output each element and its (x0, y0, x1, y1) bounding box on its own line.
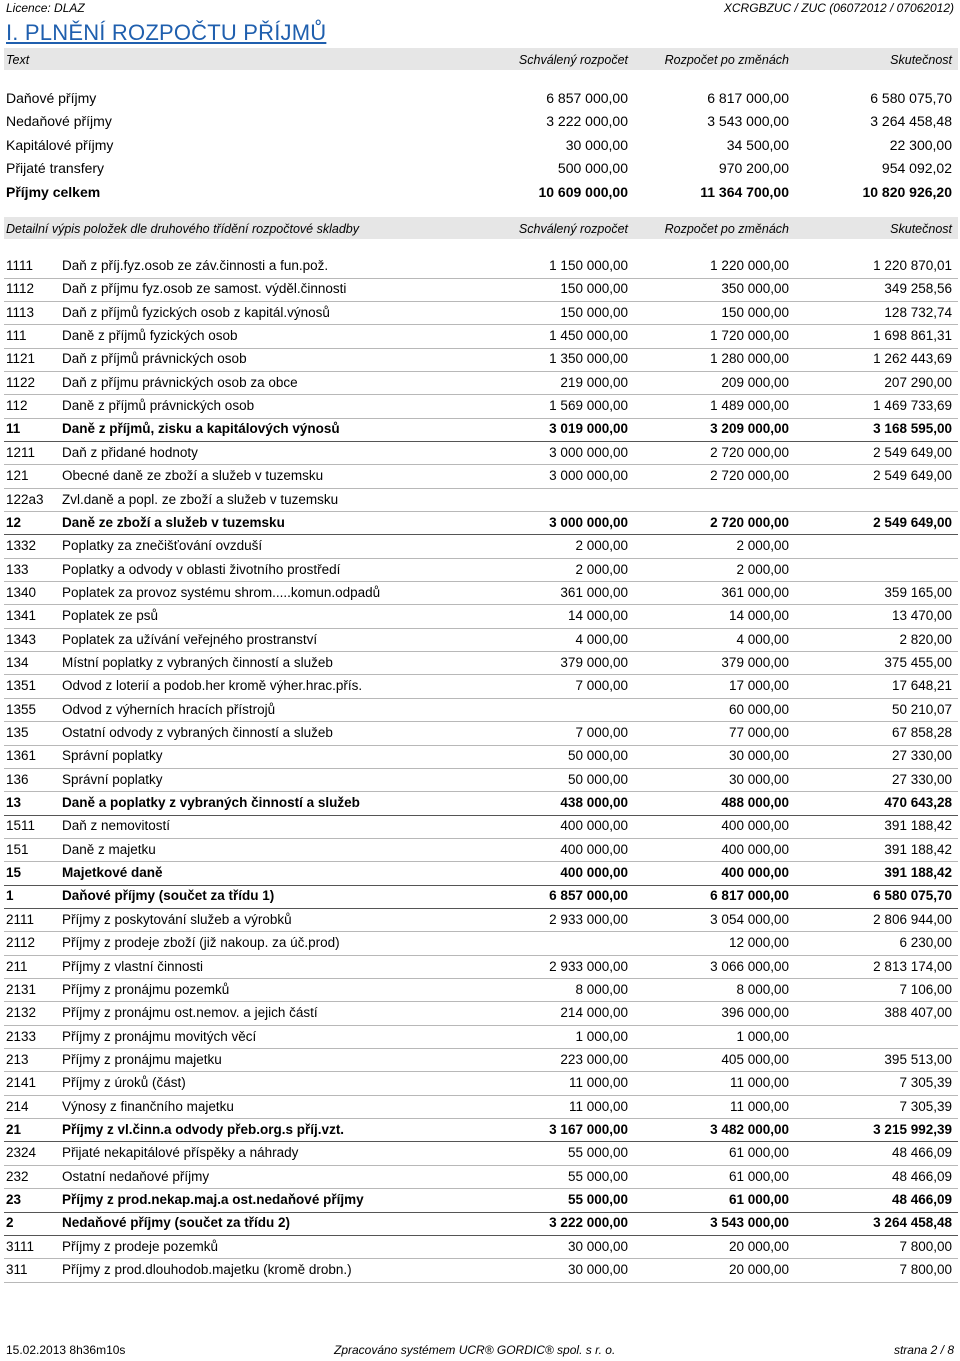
item-skutecnost: 7 106,00 (899, 981, 952, 997)
item-schvaleny: 400 000,00 (560, 865, 628, 881)
item-code: 1341 (6, 608, 37, 624)
table-row (4, 582, 958, 606)
item-po-zmenach: 2 720 000,00 (710, 444, 789, 460)
item-code: 1121 (6, 351, 36, 367)
summary-label: Daňové příjmy (6, 90, 97, 106)
item-schvaleny: 223 000,00 (560, 1051, 628, 1067)
item-code: 15 (6, 865, 22, 881)
footer-page: strana 2 / 8 (893, 1343, 954, 1357)
item-code: 1343 (6, 631, 37, 647)
col-header-po-zmenach: Rozpočet po změnách (664, 53, 789, 67)
table-row (4, 1189, 958, 1213)
item-skutecnost: 27 330,00 (891, 771, 952, 787)
item-skutecnost: 2 549 649,00 (873, 468, 952, 484)
table-row (4, 512, 958, 536)
item-po-zmenach: 3 209 000,00 (710, 421, 789, 437)
item-po-zmenach: 8 000,00 (736, 981, 789, 997)
item-name: Daň z příjmu fyz.osob ze samost. výděl.činnosti (62, 281, 347, 297)
item-code: 2 (6, 1215, 14, 1231)
item-po-zmenach: 4 000,00 (736, 631, 789, 647)
item-po-zmenach: 6 817 000,00 (710, 888, 789, 904)
item-skutecnost: 67 858,28 (891, 725, 952, 740)
item-po-zmenach: 350 000,00 (721, 281, 789, 297)
item-schvaleny: 3 000 000,00 (549, 468, 628, 484)
table-row (4, 675, 958, 699)
item-po-zmenach: 61 000,00 (728, 1168, 789, 1184)
item-schvaleny: 3 167 000,00 (549, 1121, 628, 1137)
item-code: 136 (6, 771, 29, 787)
item-skutecnost: 6 230,00 (899, 935, 952, 951)
summary-row (4, 181, 958, 204)
item-code: 2133 (6, 1028, 37, 1044)
item-skutecnost: 1 469 733,69 (873, 398, 952, 414)
item-po-zmenach: 60 000,00 (728, 701, 789, 717)
table-row (4, 769, 958, 793)
table-row (4, 605, 958, 629)
table-row (4, 535, 958, 559)
item-po-zmenach: 3 054 000,00 (710, 911, 789, 927)
item-code: 2141 (6, 1075, 37, 1091)
item-name: Daň z nemovitostí (62, 818, 171, 834)
item-po-zmenach: 400 000,00 (721, 865, 789, 881)
item-code: 121 (6, 468, 29, 484)
col-header-schvaleny: Schválený rozpočet (518, 53, 628, 67)
summary-label: Nedaňové příjmy (6, 113, 112, 130)
item-po-zmenach: 1 489 000,00 (710, 398, 789, 414)
item-skutecnost: 27 330,00 (891, 748, 952, 764)
item-code: 1340 (6, 584, 37, 600)
table-row (4, 722, 958, 746)
item-skutecnost: 48 466,09 (891, 1168, 952, 1184)
item-schvaleny: 1 450 000,00 (549, 328, 628, 344)
item-code: 232 (6, 1168, 29, 1184)
summary-schvaleny: 3 222 000,00 (546, 113, 628, 130)
item-schvaleny: 214 000,00 (560, 1005, 628, 1021)
table-row (4, 1096, 958, 1120)
summary-po-zmenach: 3 543 000,00 (707, 113, 789, 130)
item-skutecnost: 3 168 595,00 (873, 421, 952, 437)
item-name: Příjmy z prod.dlouhodob.majetku (kromě drobn.) (62, 1262, 352, 1278)
table-row (4, 325, 958, 349)
table-row (4, 652, 958, 676)
detail-header-schvaleny: Schválený rozpočet (518, 222, 628, 236)
item-skutecnost: 1 262 443,69 (873, 351, 952, 367)
summary-po-zmenach: 11 364 700,00 (700, 183, 789, 200)
item-schvaleny: 6 857 000,00 (549, 888, 628, 904)
item-name: Správní poplatky (62, 748, 163, 764)
summary-skutecnost: 10 820 926,20 (862, 183, 952, 200)
item-schvaleny: 14 000,00 (567, 608, 628, 624)
table-row (4, 465, 958, 489)
item-po-zmenach: 150 000,00 (721, 304, 789, 320)
item-po-zmenach: 400 000,00 (721, 841, 789, 857)
item-code: 13 (6, 795, 22, 811)
item-skutecnost: 349 258,56 (884, 281, 952, 297)
item-schvaleny: 50 000,00 (567, 748, 628, 764)
summary-skutecnost: 3 264 458,48 (870, 113, 952, 130)
item-schvaleny: 2 933 000,00 (549, 911, 628, 927)
item-code: 2112 (6, 935, 36, 951)
item-po-zmenach: 11 000,00 (729, 1075, 789, 1091)
summary-row (4, 110, 958, 133)
summary-skutecnost: 954 092,02 (881, 160, 952, 177)
item-name: Majetkové daně (62, 865, 163, 881)
item-name: Poplatky a odvody v oblasti životního prostředí (62, 561, 341, 577)
item-code: 1112 (6, 281, 35, 297)
summary-schvaleny: 30 000,00 (565, 136, 628, 153)
item-po-zmenach: 400 000,00 (721, 818, 789, 834)
item-skutecnost: 128 732,74 (884, 304, 952, 320)
table-row (4, 745, 958, 769)
item-name: Zvl.daně a popl. ze zboží a služeb v tuzemsku (62, 491, 339, 507)
col-header-skutecnost: Skutečnost (890, 53, 952, 67)
item-name: Příjmy z prod.nekap.maj.a ost.nedaňové příjmy (62, 1192, 364, 1207)
item-schvaleny: 30 000,00 (567, 1238, 628, 1254)
item-name: Poplatky za znečišťování ovzduší (62, 538, 263, 554)
item-schvaleny: 30 000,00 (567, 1262, 628, 1278)
table-row (4, 348, 958, 372)
table-row (4, 815, 958, 839)
table-row (4, 956, 958, 980)
item-po-zmenach: 61 000,00 (728, 1192, 789, 1207)
item-code: 1361 (6, 748, 37, 764)
item-skutecnost: 7 800,00 (899, 1238, 952, 1254)
item-po-zmenach: 3 482 000,00 (710, 1121, 789, 1137)
table-row (4, 372, 958, 396)
item-code: 1211 (6, 444, 36, 460)
item-po-zmenach: 361 000,00 (721, 584, 789, 600)
item-skutecnost: 391 188,42 (884, 818, 952, 834)
item-skutecnost: 388 407,00 (884, 1005, 952, 1021)
item-code: 1351 (6, 678, 37, 694)
item-schvaleny: 438 000,00 (560, 795, 628, 811)
item-po-zmenach: 1 280 000,00 (710, 351, 789, 367)
table-row (4, 979, 958, 1003)
item-po-zmenach: 61 000,00 (728, 1145, 789, 1161)
summary-label: Přijaté transfery (6, 160, 105, 177)
item-code: 2131 (6, 981, 37, 997)
footer-system: Zpracováno systémem UCR® GORDIC® spol. s r. o. (334, 1343, 616, 1357)
table-row (4, 442, 958, 466)
item-name: Výnosy z finančního majetku (62, 1098, 234, 1114)
item-code: 1113 (6, 304, 35, 320)
table-row (4, 1142, 958, 1166)
table-row (4, 1212, 958, 1236)
item-name: Příjmy z vlastní činnosti (62, 958, 204, 974)
item-skutecnost: 395 513,00 (884, 1051, 952, 1067)
table-row (4, 1026, 958, 1050)
item-schvaleny: 1 000,00 (575, 1028, 628, 1044)
table-row (4, 1002, 958, 1026)
item-schvaleny: 7 000,00 (575, 678, 628, 694)
item-skutecnost: 48 466,09 (891, 1145, 952, 1161)
item-code: 133 (6, 561, 29, 577)
item-po-zmenach: 14 000,00 (728, 608, 789, 624)
item-code: 3111 (6, 1238, 35, 1254)
item-name: Daň z přidané hodnoty (62, 444, 198, 460)
table-row (4, 1259, 958, 1283)
item-code: 1355 (6, 701, 37, 717)
item-skutecnost: 50 210,07 (891, 701, 952, 717)
item-po-zmenach: 11 000,00 (729, 1098, 789, 1114)
item-skutecnost: 7 305,39 (899, 1075, 952, 1091)
item-po-zmenach: 30 000,00 (728, 748, 789, 764)
item-schvaleny: 3 222 000,00 (549, 1215, 628, 1231)
item-skutecnost: 2 820,00 (899, 631, 952, 647)
item-code: 21 (6, 1121, 22, 1137)
item-skutecnost: 391 188,42 (884, 865, 952, 881)
summary-po-zmenach: 6 817 000,00 (707, 90, 789, 106)
item-code: 2111 (6, 911, 35, 927)
detail-header-skutecnost: Skutečnost (890, 222, 952, 236)
item-skutecnost: 17 648,21 (891, 678, 952, 694)
item-name: Nedaňové příjmy (součet za třídu 2) (62, 1215, 291, 1231)
item-schvaleny: 55 000,00 (567, 1192, 628, 1207)
item-skutecnost: 359 165,00 (884, 584, 952, 600)
item-schvaleny: 1 350 000,00 (549, 351, 628, 367)
item-schvaleny: 150 000,00 (560, 304, 628, 320)
item-po-zmenach: 379 000,00 (721, 654, 789, 670)
item-name: Příjmy z vl.činn.a odvody přeb.org.s příj.vzt. (62, 1121, 345, 1137)
item-name: Příjmy z pronájmu movitých věcí (62, 1028, 257, 1044)
item-skutecnost: 391 188,42 (884, 841, 952, 857)
item-code: 311 (6, 1262, 28, 1278)
item-name: Daně z majetku (62, 841, 156, 857)
item-skutecnost: 48 466,09 (891, 1192, 952, 1207)
item-po-zmenach: 1 220 000,00 (710, 258, 789, 273)
item-po-zmenach: 2 720 000,00 (710, 468, 789, 484)
table-row (4, 395, 958, 419)
table-row (4, 418, 958, 442)
item-name: Daně a poplatky z vybraných činností a služeb (62, 795, 360, 811)
item-name: Příjmy z pronájmu majetku (62, 1051, 222, 1067)
item-code: 11 (6, 421, 21, 437)
item-schvaleny: 50 000,00 (567, 771, 628, 787)
item-code: 122a3 (6, 491, 44, 507)
item-po-zmenach: 2 000,00 (736, 561, 789, 577)
item-name: Daň z příj.fyz.osob ze záv.činnosti a fun.pož. (62, 258, 329, 273)
table-row (4, 839, 958, 863)
item-skutecnost: 3 215 992,39 (873, 1121, 952, 1137)
summary-po-zmenach: 34 500,00 (726, 136, 789, 153)
item-skutecnost: 7 800,00 (899, 1262, 952, 1278)
item-schvaleny: 11 000,00 (568, 1098, 628, 1114)
item-po-zmenach: 30 000,00 (728, 771, 789, 787)
item-name: Ostatní nedaňové příjmy (62, 1168, 210, 1184)
item-code: 134 (6, 654, 29, 670)
item-code: 1332 (6, 538, 37, 554)
top-info-bar (6, 1, 954, 15)
item-skutecnost: 7 305,39 (899, 1098, 952, 1114)
item-code: 2324 (6, 1145, 37, 1161)
item-name: Daně z příjmů právnických osob (62, 398, 255, 414)
table-row (4, 1049, 958, 1073)
item-code: 211 (6, 958, 28, 974)
summary-label: Kapitálové příjmy (6, 136, 114, 153)
item-schvaleny: 2 000,00 (575, 561, 628, 577)
item-skutecnost: 207 290,00 (884, 374, 952, 390)
item-code: 111 (6, 328, 27, 344)
item-name: Správní poplatky (62, 771, 163, 787)
item-po-zmenach: 209 000,00 (721, 374, 789, 390)
detail-header-po-zmenach: Rozpočet po změnách (664, 222, 789, 236)
item-skutecnost: 6 580 075,70 (873, 888, 952, 904)
item-code: 1122 (6, 374, 36, 390)
licence-label: Licence: DLAZ (6, 1, 85, 15)
item-name: Daně ze zboží a služeb v tuzemsku (62, 514, 285, 530)
item-skutecnost: 2 806 944,00 (873, 911, 952, 927)
report-id: XCRGBZUC / ZUC (06072012 / 07062012) (723, 1, 954, 15)
item-name: Daň z příjmu právnických osob za obce (62, 374, 298, 390)
item-schvaleny: 3 000 000,00 (549, 514, 628, 530)
item-schvaleny: 3 000 000,00 (549, 444, 628, 460)
item-skutecnost: 3 264 458,48 (873, 1215, 952, 1231)
item-po-zmenach: 77 000,00 (728, 725, 789, 740)
item-name: Odvod z loterií a podob.her kromě výher.hrac.přís. (62, 678, 363, 694)
item-name: Příjmy z pronájmu pozemků (62, 981, 230, 997)
summary-schvaleny: 6 857 000,00 (546, 90, 628, 106)
summary-skutecnost: 22 300,00 (889, 136, 952, 153)
item-schvaleny: 4 000,00 (575, 631, 628, 647)
footer-timestamp: 15.02.2013 8h36m10s (6, 1343, 126, 1357)
item-skutecnost: 2 813 174,00 (873, 958, 952, 974)
item-name: Poplatek za užívání veřejného prostranství (62, 631, 318, 647)
table-row (4, 909, 958, 933)
summary-schvaleny: 10 609 000,00 (538, 183, 628, 200)
item-code: 23 (6, 1192, 22, 1207)
item-schvaleny: 11 000,00 (568, 1075, 628, 1091)
item-schvaleny: 150 000,00 (560, 281, 628, 297)
table-row (4, 932, 958, 956)
item-code: 12 (6, 514, 22, 530)
table-row (4, 1166, 958, 1190)
summary-po-zmenach: 970 200,00 (718, 160, 789, 177)
table-row (4, 302, 958, 326)
table-row (4, 1236, 958, 1260)
detail-header (4, 217, 958, 239)
item-name: Přijaté nekapitálové příspěky a náhrady (62, 1145, 299, 1161)
item-schvaleny: 55 000,00 (567, 1145, 628, 1161)
table-row (4, 699, 958, 723)
item-skutecnost: 1 698 861,31 (873, 328, 952, 344)
item-name: Ostatní odvody z vybraných činností a služeb (62, 725, 333, 740)
item-name: Daně z příjmů, zisku a kapitálových výnosů (62, 421, 340, 437)
item-schvaleny: 361 000,00 (560, 584, 628, 600)
table-row (4, 559, 958, 583)
item-po-zmenach: 20 000,00 (728, 1262, 789, 1278)
item-schvaleny: 379 000,00 (560, 654, 628, 670)
item-code: 151 (6, 841, 29, 857)
item-skutecnost: 470 643,28 (884, 795, 952, 811)
item-name: Příjmy z pronájmu ost.nemov. a jejich částí (62, 1005, 318, 1021)
table-row (4, 1072, 958, 1096)
item-po-zmenach: 1 720 000,00 (710, 328, 789, 344)
item-code: 135 (6, 725, 29, 740)
summary-row (4, 87, 958, 110)
item-name: Odvod z výherních hracích přístrojů (62, 701, 276, 717)
table-row (4, 629, 958, 653)
item-name: Daňové příjmy (součet za třídu 1) (62, 888, 275, 904)
item-skutecnost: 2 549 649,00 (873, 514, 952, 530)
item-schvaleny: 8 000,00 (575, 981, 628, 997)
item-name: Příjmy z prodeje zboží (již nakoup. za úč.prod) (62, 935, 340, 951)
item-name: Příjmy z prodeje pozemků (62, 1238, 219, 1254)
table-row (4, 1119, 958, 1143)
item-code: 2132 (6, 1005, 37, 1021)
item-po-zmenach: 2 720 000,00 (710, 514, 789, 530)
item-schvaleny: 1 150 000,00 (549, 258, 628, 273)
item-name: Obecné daně ze zboží a služeb v tuzemsku (62, 468, 324, 484)
item-po-zmenach: 20 000,00 (728, 1238, 789, 1254)
page-footer (6, 1343, 954, 1359)
page-title: I. PLNĚNÍ ROZPOČTU PŘÍJMŮ (6, 20, 327, 45)
item-po-zmenach: 1 000,00 (736, 1028, 789, 1044)
item-schvaleny: 1 569 000,00 (549, 398, 628, 414)
item-skutecnost: 2 549 649,00 (873, 444, 952, 460)
summary-schvaleny: 500 000,00 (557, 160, 628, 177)
item-skutecnost: 1 220 870,01 (873, 258, 952, 273)
item-code: 1511 (6, 818, 36, 834)
item-name: Příjmy z poskytování služeb a výrobků (62, 911, 292, 927)
item-po-zmenach: 488 000,00 (721, 795, 789, 811)
item-code: 214 (6, 1098, 29, 1114)
table-row (4, 255, 958, 279)
item-name: Místní poplatky z vybraných činností a služeb (62, 654, 333, 670)
item-name: Poplatek za provoz systému shrom.....komun.odpadů (62, 584, 381, 600)
item-schvaleny: 2 000,00 (575, 538, 628, 554)
item-schvaleny: 55 000,00 (567, 1168, 628, 1184)
col-header-text: Text (6, 53, 30, 67)
summary-header (4, 48, 958, 70)
item-po-zmenach: 12 000,00 (728, 935, 789, 951)
table-row (4, 489, 958, 513)
summary-skutecnost: 6 580 075,70 (870, 90, 952, 106)
item-name: Daň z příjmů fyzických osob z kapitál.výnosů (62, 304, 330, 320)
table-row (4, 885, 958, 909)
item-po-zmenach: 405 000,00 (721, 1051, 789, 1067)
item-schvaleny: 400 000,00 (560, 841, 628, 857)
item-schvaleny: 2 933 000,00 (549, 958, 628, 974)
item-code: 213 (6, 1051, 29, 1067)
item-name: Daň z příjmů právnických osob (62, 351, 247, 367)
item-skutecnost: 375 455,00 (884, 654, 952, 670)
item-schvaleny: 7 000,00 (575, 725, 628, 740)
item-po-zmenach: 3 543 000,00 (710, 1215, 789, 1231)
item-code: 112 (6, 398, 28, 414)
item-name: Daně z příjmů fyzických osob (62, 328, 238, 344)
table-row (4, 278, 958, 302)
item-code: 1 (6, 888, 14, 904)
table-row (4, 862, 958, 886)
detail-header-text: Detailní výpis položek dle druhového třídění rozpočtové skladby (6, 222, 359, 236)
item-po-zmenach: 396 000,00 (721, 1005, 789, 1021)
table-row (4, 792, 958, 816)
summary-row (4, 134, 958, 157)
item-schvaleny: 400 000,00 (560, 818, 628, 834)
item-schvaleny: 3 019 000,00 (549, 421, 628, 437)
item-schvaleny: 219 000,00 (560, 374, 628, 390)
item-po-zmenach: 17 000,00 (728, 678, 789, 694)
summary-label: Příjmy celkem (6, 183, 101, 200)
item-name: Příjmy z úroků (část) (62, 1075, 186, 1091)
item-skutecnost: 13 470,00 (891, 608, 952, 624)
item-name: Poplatek ze psů (62, 608, 159, 624)
item-po-zmenach: 3 066 000,00 (710, 958, 789, 974)
summary-row (4, 157, 958, 180)
item-code: 1111 (6, 258, 34, 273)
item-po-zmenach: 2 000,00 (736, 538, 789, 554)
